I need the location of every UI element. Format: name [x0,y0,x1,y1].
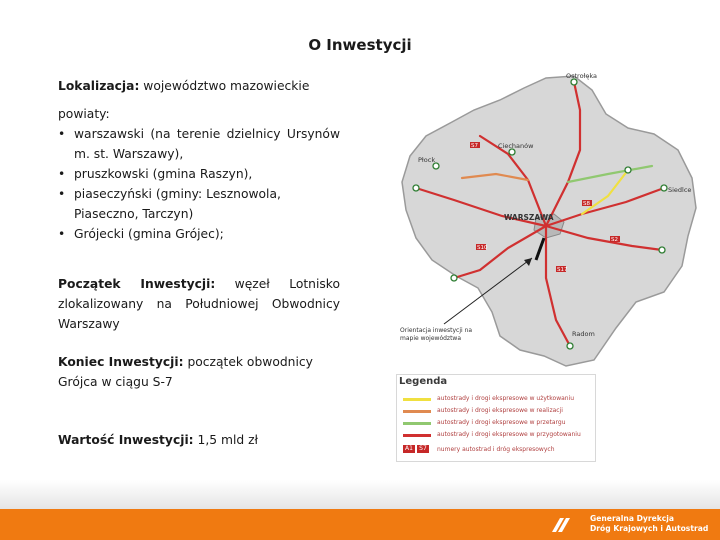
map-legend [396,374,596,462]
city-label: Ciechanów [498,142,534,150]
investment-value [58,430,340,450]
counties-list [58,124,340,244]
city-label: Ostrołęka [566,72,598,80]
legend-item: numery autostrad i dróg ekspresowych [437,446,555,453]
city-label: Radom [572,330,595,338]
legend-item: autostrady i drogi ekspresowe w realizacji [437,407,563,414]
city-label: Siedlce [668,186,692,194]
location-line [58,76,340,96]
gddkia-logo-icon [548,514,574,536]
start-label: Początek Inwestycji: [58,277,216,291]
city-label: WARSZAWA [504,213,554,222]
legend-swatch-in-tender [403,422,431,425]
footer-fade [0,480,720,510]
legend-item: autostrady i drogi ekspresowe w przygotowaniu [437,431,581,438]
start-value: węzeł Lotnisko zlokalizowany na Południowej Obwodnicy Warszawy [58,277,341,331]
road-number: S2 [611,237,618,243]
county-item: • pruszkowski (gmina Raszyn), [58,164,340,184]
start-point [58,274,340,334]
legend-title: Legenda [399,376,448,387]
end-label: Koniec Inwestycji: [58,355,184,369]
counties-label: powiaty: [58,107,110,121]
investment-info [58,76,340,450]
county-item: • piaseczyński (gminy: Lesznowola, Piaseczno, Tarczyn) [58,184,340,224]
road-number: S17 [557,267,568,273]
legend-badge-motorway: A1 [403,445,415,453]
end-value: początek obwodnicy Grójca w ciągu S-7 [58,355,313,389]
annotation-text: mapie województwa [400,335,462,342]
value-amount: 1,5 mld zł [193,433,259,447]
legend-swatch-in-use [403,398,431,401]
road-number: S7 [471,143,478,149]
footer-bar [0,509,720,540]
county-item: • warszawski (na terenie dzielnicy Ursynów m. st. Warszawy), [58,124,340,164]
location-value: województwo mazowieckie [139,79,310,93]
legend-item: autostrady i drogi ekspresowe w przetargu [437,419,566,426]
footer-line: Generalna Dyrekcja [590,514,675,523]
legend-badge-expressway: S7 [417,445,429,453]
road-number: S8 [583,201,590,207]
legend-swatch-in-preparation [403,434,431,437]
annotation-text: Orientacja inwestycji na [400,327,473,334]
county-item: • Grójecki (gmina Grójec); [58,224,340,244]
city-label: Płock [418,156,436,164]
footer-line: Dróg Krajowych i Autostrad [590,523,709,533]
legend-item: autostrady i drogi ekspresowe w użytkowaniu [437,395,575,402]
footer-org-name [590,514,708,533]
location-label: Lokalizacja: [58,79,140,93]
end-point [58,352,340,392]
mazowieckie-map [396,70,698,370]
road-number: S10 [477,245,488,251]
page-title: O Inwestycji [308,36,412,54]
value-label: Wartość Inwestycji: [58,433,194,447]
legend-swatch-in-construction [403,410,431,413]
